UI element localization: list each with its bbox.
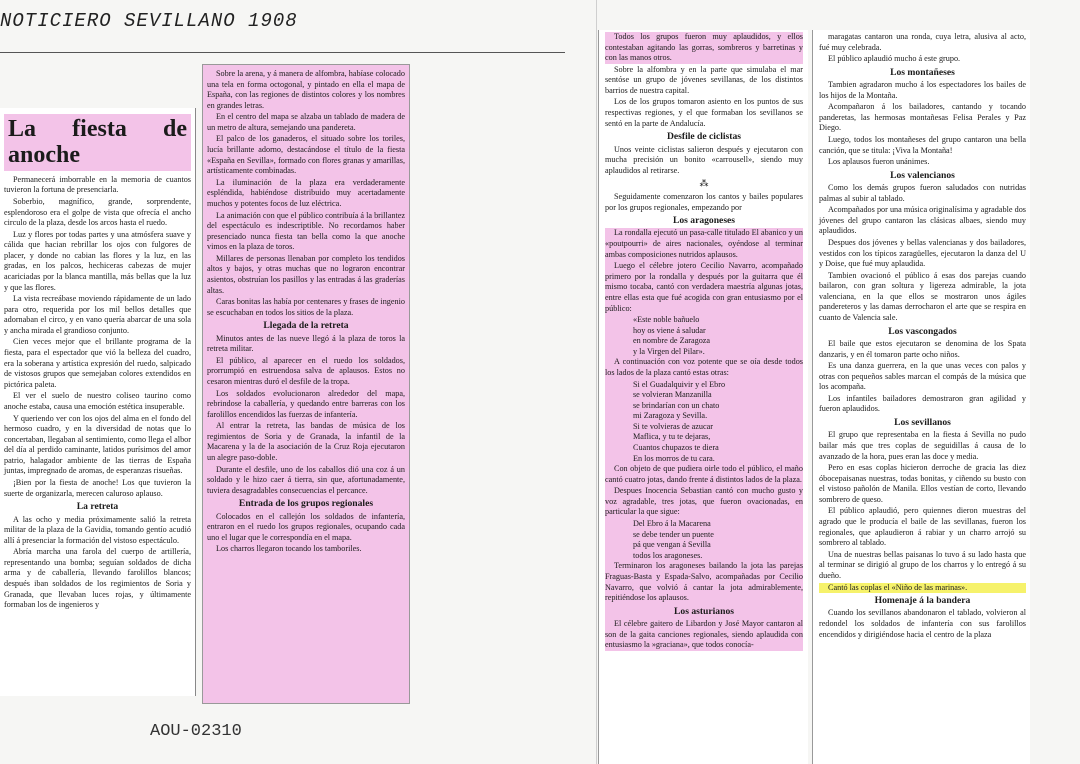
section-heading: Los aragoneses [672, 215, 736, 227]
paragraph: Seguidamente comenzaron los cantos y bailes populares por los grupos regionales, empezando por [605, 191, 803, 212]
page-fold [596, 0, 597, 764]
section-heading: Desfile de ciclistas [666, 131, 742, 143]
highlighted-block [605, 228, 803, 650]
verse-line: se brindarían con un chato [633, 400, 720, 410]
paragraph: En el centro del mapa se alzaba un tablado de madera de un metro de altura, semejando una pandereta. [207, 112, 405, 132]
paragraph: maragatas cantaron una ronda, cuya letra, alusiva al acto, fué muy celebrada. [819, 32, 1026, 52]
paragraph: Cien veces mejor que el brillante programa de la fiesta, para el espectador que vió la belleza del cuadro, era la soberana y artística expresión del ruedo, salpicado de vistosos grupos que semejaban colores extendidos en pictórica paleta. [4, 337, 191, 389]
paragraph: A las ocho y media próximamente salió la retreta militar de la plaza de la Gavidia, tomando gentío acudió allí á presenciar la formación del vistoso espectáculo. [4, 514, 191, 545]
paragraph: La iluminación de la plaza era verdaderamente espléndida, habiéndose distribuido muy acertadamente muchos y potentes focos de luz eléctrica. [207, 177, 405, 208]
paragraph: Luz y flores por todas partes y una atmósfera suave y cálida que hacian rebrillar los ojos con fulgores de placer, y donde no cabian las flores y la luz, en las gradas, en los palcos, hechiceras cabezas de mujer acariciadas por la blanca mantilla, más bellas que la luz y que las flores. [4, 229, 191, 292]
paragraph: Minutos antes de las nueve llegó á la plaza de toros la retreta militar. [207, 333, 405, 354]
paragraph: El baile que estos ejecutaron se denomina de los Spata danzaris, y en él tomaron parte ocho niños. [819, 339, 1026, 359]
archive-stamp: AOU-02310 [150, 722, 242, 741]
section-heading: Los valencianos [890, 169, 955, 181]
paragraph: Todos los grupos fueron muy aplaudidos, y ellos contestaban agitando las gorras, sombreros y barretinas y con las manos otros. [605, 32, 803, 63]
section-heading: Homenaje á la bandera [874, 595, 971, 607]
paragraph: Al entrar la retreta, las bandas de música de los regimientos de Soria y de Granada, la infantil de la Macarena y la de la asociación de la Cruz Roja ejecutaron un alegre paso-doble. [207, 421, 405, 463]
verse-line: Maflica, y tu te dejaras, [633, 432, 711, 442]
header-rule [0, 52, 565, 53]
verse-line: y la Virgen del Pilar». [633, 346, 705, 356]
verse-line: Del Ebro á la Macarena [633, 519, 711, 529]
verse-line: en nombre de Zaragoza [633, 336, 711, 346]
verse-line: todos los aragoneses. [633, 550, 703, 560]
verse-line: Si te volvieras de azucar [633, 421, 714, 431]
paragraph: Terminaron los aragoneses bailando la jota las parejas Fraguas-Basta y Espada-Salvo, acompañadas por Cecilio Navarro, que volvió á cantar la jota admirablemente, repitiéndose los aplausos. [605, 561, 803, 603]
verse [605, 519, 803, 561]
highlighted-line: Cantó las coplas el «Niño de las marinas». [819, 583, 1026, 594]
paragraph: Luego el célebre jotero Cecilio Navarro, acompañado primero por la rondalla y después por la guitarra que él mismo tocaba, cantó con verdadera maestría algunas jotas, entre ellas esta que fué acogida con gran entusiasmo por el público: [605, 261, 803, 313]
paragraph: Pero en esas coplas hicieron derroche de gracia las diez óbocepaisanas nuestras, todas bonitas, y ciñendo su busto con el vistoso pañolón de Manila. Ellos vestían de corto, llevando sombrero de queso. [819, 463, 1026, 504]
paragraph: Los soldados evolucionaron alrededor del mapa, rebrindose la caballería, y quedando entre barreras con los farolillos encendidos las fuerzas de infantería. [207, 388, 405, 419]
verse-line: pá que vengan á Sevilla [633, 540, 711, 550]
section-heading: Los montañeses [890, 66, 955, 78]
verse-line: mi Zaragoza y Sevilla. [633, 411, 708, 421]
verse [605, 422, 803, 464]
paragraph: Luego, todos los montañeses del grupo cantaron una bella canción, que se titula: ¡Viva la Montaña! [819, 135, 1026, 155]
verse-line: «Este noble bañuelo [633, 315, 700, 325]
section-heading: La retreta [76, 501, 119, 513]
paragraph: Unos veinte ciclistas salieron después y ejecutaron con mucha precisión un bonito «carrousell», siendo muy aplaudidos al retirarse. [605, 144, 803, 175]
paragraph: Despues dos jóvenes y bellas valencianas y dos bailadores, vestidos con los típicos zaragüelles, ejecutaron la danza del U y Doise, que fué muy aplaudida. [819, 238, 1026, 269]
paragraph: Colocados en el callejón los soldados de infantería, entraron en el ruedo los grupos regionales, ocupando cada uno el lugar que le correspondía en el mapa. [207, 511, 405, 542]
verse-line: En los morros de tu cara. [633, 453, 715, 463]
paragraph: Los infantiles bailadores demostraron gran agilidad y fueron aplaudidos. [819, 393, 1026, 414]
paragraph: El grupo que representaba en la fiesta á Sevilla no pudo bailar más que tres coplas de seguidillas á causa de lo avanzado de la hora, pues eran las doce y media. [819, 430, 1026, 461]
clipping-column-2 [202, 64, 410, 704]
paragraph: Sobre la alfombra y en la parte que simulaba el mar sentóse un grupo de jóvenes sevillanas, de los distintos barrios de nuestra capital. [605, 64, 803, 95]
section-heading: Los asturianos [674, 605, 734, 617]
paragraph: Permanecerá imborrable en la memoria de cuantos tuvieron la fortuna de presenciarla. [4, 174, 191, 195]
paragraph: A continuación con voz potente que se oía desde todos los lados de la plaza cantó estas otras: [605, 357, 803, 377]
paragraph: Una de nuestras bellas paisanas lo tuvo á su lado hasta que al terminar se dirigió al grupo de los charros y lo entregó á su dueño. [819, 549, 1026, 580]
section-heading: Los vascongados [888, 325, 957, 337]
section-heading: Llegada de la retreta [263, 320, 349, 332]
paragraph: El célebre gaitero de Libardon y José Mayor cantaron al son de la gaita canciones regionales, siendo aplaudida con entusiasmo la »graciana», que todos conocía- [605, 619, 803, 650]
paragraph: El palco de los ganaderos, el situado sobre los toriles, lucía brillante adorno, destacándose el título de la fiesta «España en Sevilla», formado con flores granas y amarillas, artísticamente combinadas. [207, 134, 405, 176]
paragraph: Los aplausos fueron unánimes. [828, 157, 930, 167]
paragraph: Con objeto de que pudiera oirle todo el público, el maño cantó cuatro jotas, dando frente á distintos lados de la plaza. [605, 464, 803, 484]
paragraph: La vista recreábase moviendo rápidamente de un lado para otro, requerida por los mil bellos detalles que adornaban el circo, y en vano quería abarcar de una sola y ancha mirada el grandioso conjunto. [4, 294, 191, 335]
paragraph: Soberbio, magnífico, grande, sorprendente, esplendoroso era el golpe de vista que ofrecía el ancho circulo de la plaza, desde los arcos hasta el ruedo. [4, 196, 191, 228]
paragraph: Tambien agradaron mucho á los espectadores los bailes de los hijos de la Montaña. [819, 80, 1026, 100]
paragraph: El público, al aparecer en el ruedo los soldados, prorrumpió en estruendosa salva de aplausos. Estos no cesaron mientras duró el desfile de la tropa. [207, 355, 405, 386]
verse [605, 380, 803, 422]
paragraph: Es una danza guerrera, en la que unas veces con palos y otras con pequeños sables marcan el compás de la música que los acompaña. [819, 361, 1026, 392]
asterism-separator: ⁂ [699, 178, 709, 189]
paragraph: Cuando los sevillanos abandonaron el tablado, volvieron al redondel los soldados de infantería con sus farolillos encendidos y dirigiéndose hacia el centro de la plaza [819, 608, 1026, 639]
paragraph: ¡Bien por la fiesta de anoche! Los que tuvieron la suerte de organizarla, merecen caluroso aplauso. [4, 477, 191, 498]
paragraph: El ver el suelo de nuestro coliseo taurino como anoche estaba, causa una emoción estética insuperable. [4, 391, 191, 411]
paragraph: Como los demás grupos fueron saludados con nutridas palmas al subir al tablado. [819, 183, 1026, 203]
paragraph: Y queriendo ver con los ojos del alma en el fondo del hermoso cuadro, y en la diversidad de notas que lo concertaban, llegaban al sentimiento, como llega el albor del día al perdido caminante, latidos purísimos del amor patrio, halagador ambiente de las tierras de España juntas, impregnado de aromas, de esperanzas risueñas. [4, 413, 191, 476]
clip1-body [4, 175, 191, 611]
verse-line: Cuantos chupazos te diera [633, 443, 719, 453]
clipping-column-3 [598, 30, 808, 764]
section-heading: Entrada de los grupos regionales [238, 498, 374, 510]
newspaper-header: NOTICIERO SEVILLANO 1908 [0, 10, 298, 32]
article-title: La fiesta de anoche [4, 114, 191, 171]
paragraph: La animación con que el público contribuía á la brillantez del espectáculo es indescriptible. No recordamos haber presenciado nunca fiesta tan bella como la que anoche vimos en la plaza de toros. [207, 210, 405, 252]
paragraph: Despues Inocencia Sebastian cantó con mucho gusto y voz agradable, tres jotas, que fueron ovacionadas, en particular la que sigue: [605, 486, 803, 517]
section-heading: Los sevillanos [894, 417, 951, 429]
verse [605, 315, 803, 357]
verse-line: Si el Guadalquivir y el Ebro [633, 379, 726, 389]
paragraph: Durante el desfile, uno de los caballos dió una coz á un soldado y le hizo caer á tierra, sin que, afortunadamente, tuviera desagradables consecuencias el percance. [207, 464, 405, 495]
paragraph: Acompañaron á los bailadores, cantando y tocando panderetas, las hermosas montañesas Felisa Perales y Paz Diego. [819, 102, 1026, 133]
clipping-column-1 [0, 108, 196, 696]
clipping-column-4 [812, 30, 1030, 764]
paragraph: Tambien ovacionó el público á esas dos parejas cuando bailaron, con gran soltura y ligereza admirable, la jota valenciana, en la que ellos se mostraron unos ágiles pandereteros y las damas derrocharon el arte que se respira en cuanto de Valencia sale. [819, 270, 1026, 323]
paragraph: El público aplaudió, pero quiennes dieron muestras del agrado que le producía el baile de las sevillanas, fueron los regionales, que aplaudieron á rabiar y un charro arrojó su sombrero al tablado. [819, 506, 1026, 548]
paragraph: Sobre la arena, y á manera de alfombra, habíase colocado una tela en forma octogonal, y pintado en ella el mapa de España, con las regiones de distintos colores y los nombres en grandes letras. [207, 69, 405, 110]
verse-line: se volvieran Manzanilla [633, 390, 712, 400]
paragraph: Millares de personas llenaban por completo los tendidos altos y bajos, y otras muchas que no lograron encontrar asientos, obstruían los pasillos y las entradas á las graderías altas. [207, 253, 405, 295]
paragraph: Caras bonitas las había por centenares y frases de ingenio se escuchaban en todos los sitios de la plaza. [207, 297, 405, 317]
paragraph: Los de los grupos tomaron asiento en los puntos de sus respectivas regiones, y el que formaban los sevillanos se sentó en la parte de Andalucía. [605, 97, 803, 128]
paragraph: Los charros llegaron tocando los tamboriles. [216, 544, 362, 554]
paragraph: La rondalla ejecutó un pasa-calle titulado El abanico y un «poutpourri» de aires nacionales, oyéndose al terminar ambas composiciones nutridos aplausos. [605, 228, 803, 259]
paragraph: Abría marcha una farola del cuerpo de artillería, representando una bomba; seguían soldados de dicha arma y de caballería, llevando farolillos blancos; después iban soldados de los regimientos de Soria y Granada, que llevaban luces rojas, y últimamente formaban los de ingenieros y [4, 547, 191, 610]
verse-line: se debe tender un puente [633, 529, 714, 539]
highlighted-block [605, 32, 803, 64]
verse-line: hoy os viene á saludar [633, 325, 706, 335]
paragraph: El público aplaudió mucho á este grupo. [828, 54, 961, 64]
paragraph: Acompañados por una música originalísima y agradable dos jóvenes del grupo cantaron las clásicas albaes, siendo muy aplaudidos. [819, 205, 1026, 236]
